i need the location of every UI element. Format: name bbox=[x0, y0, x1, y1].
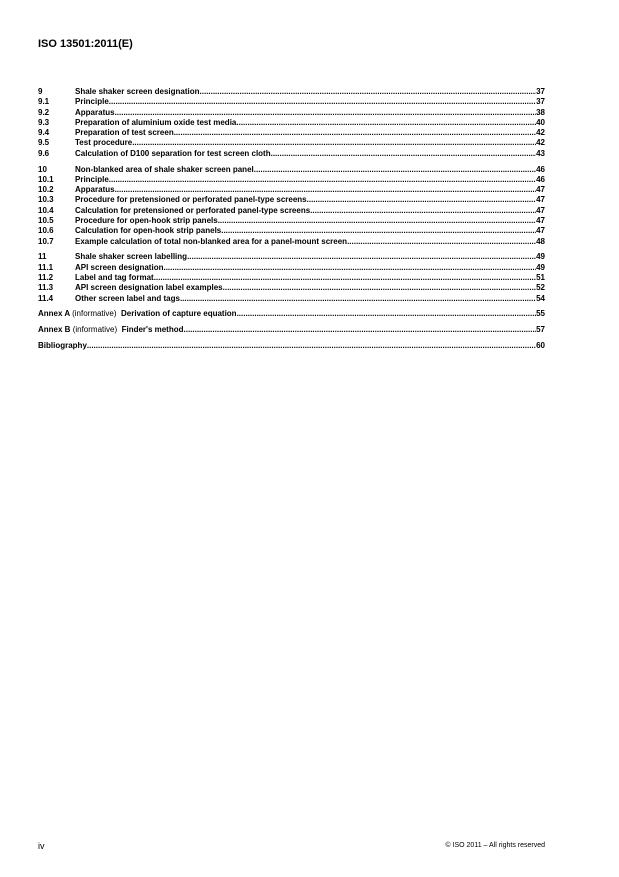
toc-number: 10.6 bbox=[38, 226, 54, 236]
leader-dots bbox=[115, 108, 537, 118]
toc-page: 49 bbox=[536, 262, 545, 272]
page-number: iv bbox=[38, 841, 45, 851]
toc-entry-bibliography[interactable] bbox=[38, 341, 545, 351]
toc-entry-9-3[interactable] bbox=[38, 118, 545, 128]
leader-dots bbox=[174, 128, 536, 138]
toc-title bbox=[38, 325, 184, 335]
leader-dots bbox=[109, 175, 536, 185]
toc-page: 51 bbox=[536, 273, 545, 283]
annex-qualifier: (informative) bbox=[72, 325, 118, 335]
toc-entry-11-3[interactable] bbox=[38, 283, 545, 293]
toc-number: 11 bbox=[38, 252, 47, 262]
toc-number: 11.4 bbox=[38, 293, 54, 303]
leader-dots bbox=[254, 165, 536, 175]
toc-entry-9-6[interactable] bbox=[38, 149, 545, 159]
toc-page: 46 bbox=[536, 164, 545, 174]
leader-dots bbox=[200, 87, 537, 97]
toc-page: 38 bbox=[536, 107, 545, 117]
leader-dots bbox=[87, 341, 536, 351]
table-of-contents bbox=[38, 87, 545, 351]
leader-dots bbox=[115, 185, 537, 195]
annex-title: Finder's method bbox=[121, 325, 184, 335]
toc-title: Calculation for pretensioned or perforated panel-type screens bbox=[75, 205, 311, 215]
toc-title: Shale shaker screen labelling bbox=[75, 252, 188, 262]
toc-title: Principle bbox=[75, 174, 109, 184]
toc-title: Calculation of D100 separation for test screen cloth bbox=[75, 148, 271, 158]
toc-title: Principle bbox=[75, 97, 109, 107]
toc-page: 37 bbox=[536, 97, 545, 107]
toc-number: 9.6 bbox=[38, 148, 50, 158]
toc-page: 60 bbox=[536, 341, 545, 351]
leader-dots bbox=[163, 263, 536, 273]
toc-title: API screen designation bbox=[75, 262, 164, 272]
toc-page: 55 bbox=[536, 309, 545, 319]
toc-number: 9.5 bbox=[38, 138, 50, 148]
toc-title bbox=[38, 309, 237, 319]
toc-title: Example calculation of total non-blanked area for a panel-mount screen bbox=[75, 236, 348, 246]
toc-page: 48 bbox=[536, 236, 545, 246]
toc-title: Test procedure bbox=[75, 138, 133, 148]
annex-label: Annex A bbox=[38, 309, 70, 319]
toc-number: 10.3 bbox=[38, 195, 54, 205]
toc-page: 40 bbox=[536, 117, 545, 127]
toc-title: Calculation for open-hook strip panels bbox=[75, 226, 222, 236]
toc-number: 10.4 bbox=[38, 205, 54, 215]
toc-title: Apparatus bbox=[75, 185, 115, 195]
toc-page: 47 bbox=[536, 216, 545, 226]
toc-title: Preparation of aluminium oxide test media bbox=[75, 117, 237, 127]
annex-label: Annex B bbox=[38, 325, 71, 335]
toc-entry-9-4[interactable] bbox=[38, 128, 545, 138]
leader-dots bbox=[180, 294, 536, 304]
leader-dots bbox=[271, 149, 536, 159]
toc-page: 42 bbox=[536, 138, 545, 148]
toc-entry-9-2[interactable] bbox=[38, 108, 545, 118]
toc-entry-annex-a[interactable] bbox=[38, 309, 545, 319]
toc-title: Procedure for open-hook strip panels bbox=[75, 216, 218, 226]
toc-entry-10-4[interactable] bbox=[38, 206, 545, 216]
toc-number: 10.7 bbox=[38, 236, 54, 246]
toc-title: Apparatus bbox=[75, 107, 115, 117]
leader-dots bbox=[221, 226, 536, 236]
toc-title: Preparation of test screen bbox=[75, 128, 174, 138]
leader-dots bbox=[310, 206, 536, 216]
toc-entry-11-2[interactable] bbox=[38, 273, 545, 283]
leader-dots bbox=[184, 325, 537, 335]
leader-dots bbox=[109, 97, 536, 107]
document-header: ISO 13501:2011(E) bbox=[38, 38, 133, 50]
toc-page: 49 bbox=[536, 252, 545, 262]
toc-page: 47 bbox=[536, 226, 545, 236]
annex-title: Derivation of capture equation bbox=[121, 309, 237, 319]
toc-number: 10.1 bbox=[38, 174, 54, 184]
toc-entry-10-7[interactable] bbox=[38, 237, 545, 247]
toc-entry-9[interactable] bbox=[38, 87, 545, 97]
toc-entry-annex-b[interactable] bbox=[38, 325, 545, 335]
toc-number: 9.1 bbox=[38, 97, 50, 107]
toc-page: 47 bbox=[536, 185, 545, 195]
toc-entry-10-2[interactable] bbox=[38, 185, 545, 195]
toc-page: 54 bbox=[536, 293, 545, 303]
toc-number: 9.2 bbox=[38, 107, 50, 117]
leader-dots bbox=[347, 237, 536, 247]
toc-entry-10-6[interactable] bbox=[38, 226, 545, 236]
toc-entry-10-3[interactable] bbox=[38, 195, 545, 205]
leader-dots bbox=[132, 138, 536, 148]
toc-page: 43 bbox=[536, 148, 545, 158]
annex-qualifier: (informative) bbox=[72, 309, 117, 319]
leader-dots bbox=[237, 309, 537, 319]
toc-page: 47 bbox=[536, 195, 545, 205]
toc-entry-10[interactable] bbox=[38, 165, 545, 175]
toc-title: Other screen label and tags bbox=[75, 293, 180, 303]
toc-title: Label and tag format bbox=[75, 273, 154, 283]
toc-number: 11.2 bbox=[38, 273, 54, 283]
toc-entry-11-4[interactable] bbox=[38, 294, 545, 304]
toc-number: 9.4 bbox=[38, 128, 50, 138]
toc-number: 9.3 bbox=[38, 117, 50, 127]
toc-entry-9-5[interactable] bbox=[38, 138, 545, 148]
toc-number: 11.3 bbox=[38, 283, 54, 293]
toc-entry-9-1[interactable] bbox=[38, 97, 545, 107]
toc-title: Non-blanked area of shale shaker screen panel bbox=[75, 164, 254, 174]
toc-entry-11-1[interactable] bbox=[38, 263, 545, 273]
toc-entry-10-5[interactable] bbox=[38, 216, 545, 226]
toc-title: Shale shaker screen designation bbox=[75, 87, 200, 96]
toc-page: 47 bbox=[536, 205, 545, 215]
leader-dots bbox=[307, 195, 536, 205]
toc-number: 10.2 bbox=[38, 185, 54, 195]
leader-dots bbox=[187, 252, 536, 262]
toc-title: API screen designation label examples bbox=[75, 283, 223, 293]
toc-entry-10-1[interactable] bbox=[38, 175, 545, 185]
toc-number: 9 bbox=[38, 87, 43, 96]
toc-page: 52 bbox=[536, 283, 545, 293]
toc-title: Bibliography bbox=[38, 341, 87, 351]
toc-page: 37 bbox=[536, 87, 545, 96]
leader-dots bbox=[223, 283, 536, 293]
leader-dots bbox=[154, 273, 536, 283]
leader-dots bbox=[236, 118, 536, 128]
toc-entry-11[interactable] bbox=[38, 252, 545, 262]
copyright-notice: © ISO 2011 – All rights reserved bbox=[445, 842, 545, 849]
toc-number: 10.5 bbox=[38, 216, 54, 226]
toc-page: 57 bbox=[536, 325, 545, 335]
leader-dots bbox=[218, 216, 536, 226]
toc-title: Procedure for pretensioned or perforated panel-type screens bbox=[75, 195, 307, 205]
toc-page: 46 bbox=[536, 174, 545, 184]
toc-page: 42 bbox=[536, 128, 545, 138]
toc-number: 11.1 bbox=[38, 262, 54, 272]
toc-number: 10 bbox=[38, 164, 47, 174]
